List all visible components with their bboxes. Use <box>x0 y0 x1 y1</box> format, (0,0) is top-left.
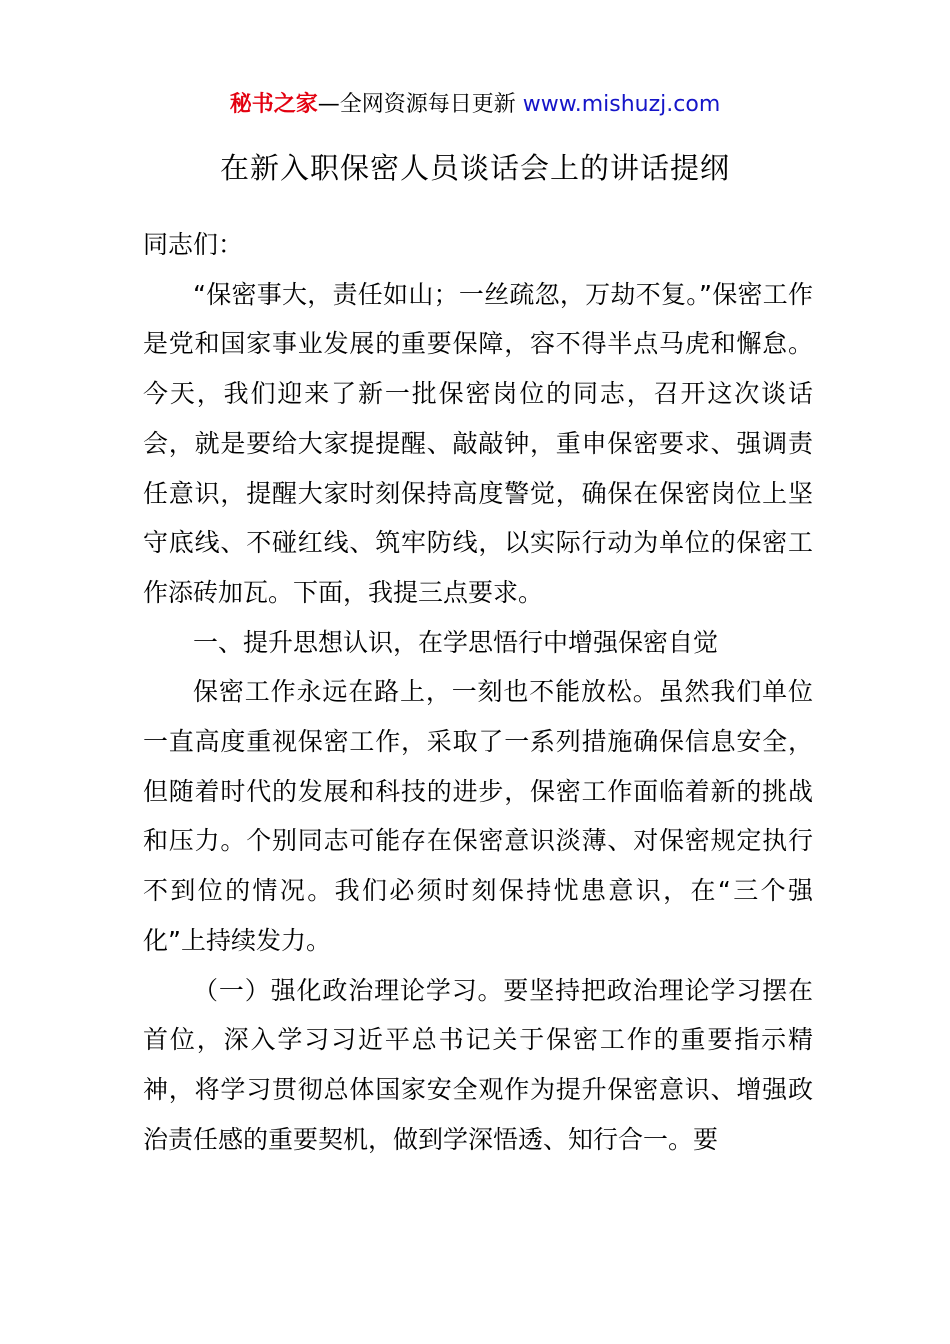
site-header-banner <box>0 88 950 122</box>
section-heading-1: 一、提升思想认识，在学思悟行中增强保密自觉 <box>193 627 719 657</box>
brand-name: 秘书之家 <box>229 92 318 117</box>
salutation: 同志们： <box>143 230 244 259</box>
document-body <box>143 220 813 1164</box>
site-url-link[interactable]: www.mishuzj.com <box>522 92 721 117</box>
document-title: 在新入职保密人员谈话会上的讲话提纲 <box>219 151 730 185</box>
paragraph-subsection-1: （一）强化政治理论学习。要坚持把政治理论学习摆在首位，深入学习习近平总书记关于保密工作的重要指示精神，将学习贯彻总体国家安全观作为提升保密意识、增强政治责任感的重要契机，做到学深悟透、知行合一。要 <box>143 975 813 1154</box>
header-tagline: —全网资源每日更新 <box>317 92 523 117</box>
paragraph-intro: “保密事大，责任如山；一丝疏忽，万劫不复。”保密工作是党和国家事业发展的重要保障，容不得半点马虎和懈怠。今天，我们迎来了新一批保密岗位的同志，召开这次谈话会，就是要给大家提提醒、敲敲钟，重申保密要求、强调责任意识，提醒大家时刻保持高度警觉，确保在保密岗位上坚守底线、不碰红线、筑牢防线，以实际行动为单位的保密工作添砖加瓦。下面，我提三点要求。 <box>143 279 813 607</box>
paragraph-section-1: 保密工作永远在路上，一刻也不能放松。虽然我们单位一直高度重视保密工作，采取了一系列措施确保信息安全，但随着时代的发展和科技的进步，保密工作面临着新的挑战和压力。个别同志可能存在保密意识淡薄、对保密规定执行不到位的情况。我们必须时刻保持忧患意识，在“三个强化”上持续发力。 <box>143 677 813 955</box>
